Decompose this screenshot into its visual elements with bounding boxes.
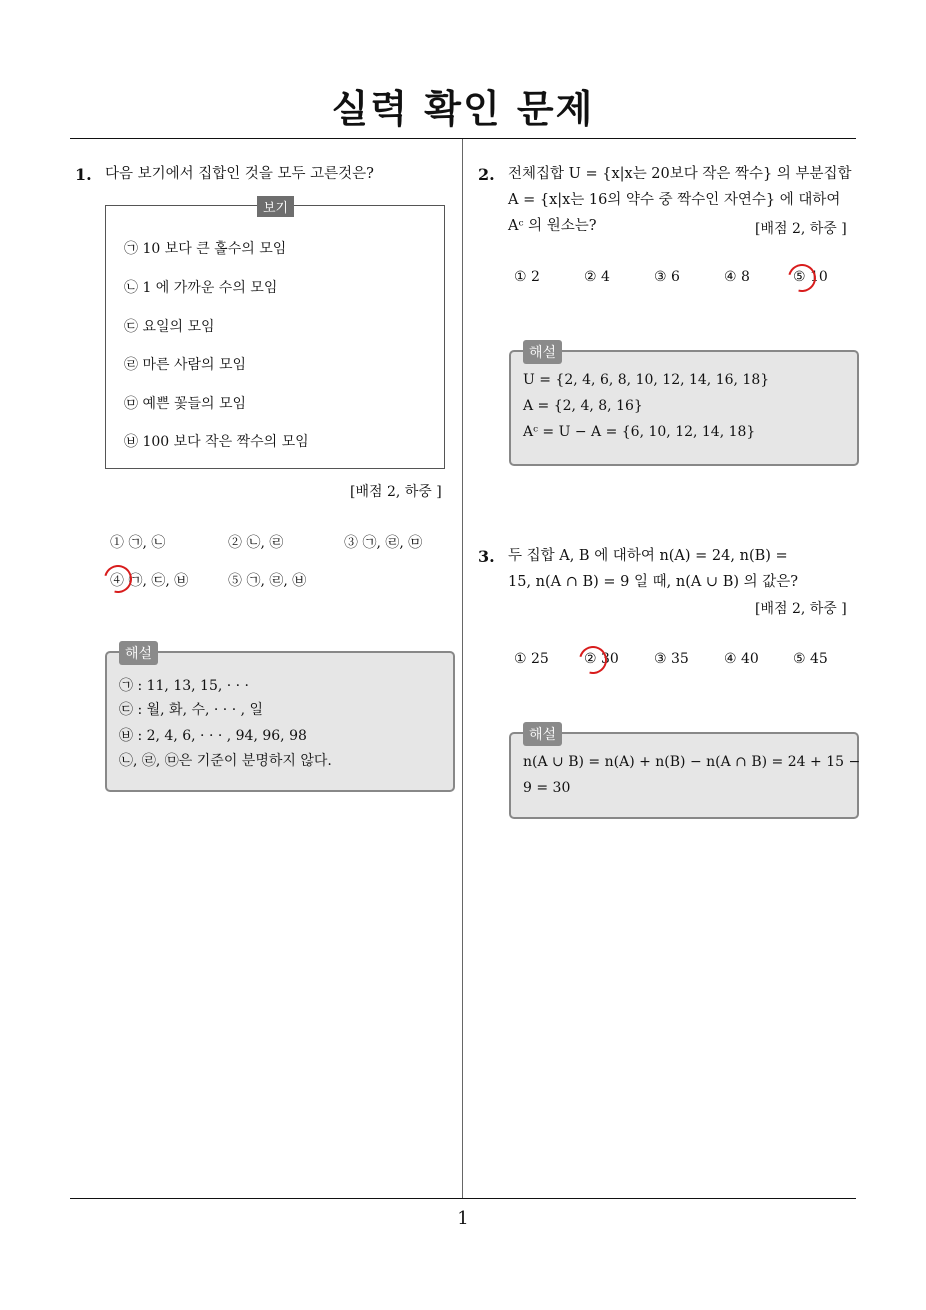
- q2-score: [배점 2, 하중 ]: [755, 221, 847, 237]
- q3-solution-line-1: n(A ∪ B) = n(A) + n(B) − n(A ∩ B) = 24 + 15 −: [523, 754, 861, 770]
- q1-text: 다음 보기에서 집합인 것을 모두 고른것은?: [105, 166, 374, 182]
- q3-solution-label: 해설: [523, 722, 562, 746]
- q1-bogi-label: 보기: [257, 196, 294, 217]
- q3-choice-3[interactable]: ③ 35: [654, 651, 689, 667]
- q1-bogi-item-1: ㉠ 10 보다 큰 홀수의 모임: [124, 241, 287, 257]
- q2-solution-line-3: Aᶜ = U − A = {6, 10, 12, 14, 18}: [523, 424, 756, 440]
- q3-choice-2[interactable]: ② 30: [584, 651, 619, 667]
- q1-solution-line-1: ㉠ : 11, 13, 15, · · ·: [119, 678, 250, 694]
- q1-solution-line-2: ㉢ : 월, 화, 수, · · · , 일: [119, 702, 264, 718]
- q2-choice-1[interactable]: ① 2: [514, 269, 540, 285]
- q2-solution-line-1: U = {2, 4, 6, 8, 10, 12, 14, 16, 18}: [523, 372, 770, 388]
- q2-choice-5[interactable]: ⑤ 10: [793, 269, 828, 285]
- q2-answer-mark: [783, 259, 821, 297]
- q2-choice-2[interactable]: ② 4: [584, 269, 610, 285]
- q2-solution-box: [509, 345, 859, 466]
- q3-text-line-1: 두 집합 A, B 에 대하여 n(A) = 24, n(B) =: [508, 548, 788, 564]
- q1-answer-mark: [99, 560, 137, 598]
- q1-bogi-item-5: ㉤ 예쁜 꽃들의 모임: [124, 396, 247, 412]
- q1-bogi-box: [105, 201, 445, 469]
- q1-solution-box: [105, 646, 455, 792]
- q2-text-line-1: 전체집합 U = {x|x는 20보다 작은 짝수} 의 부분집합: [508, 166, 852, 182]
- q2-number: 2.: [478, 165, 495, 184]
- page-title: 실력 확인 문제: [331, 87, 595, 131]
- q1-bogi-item-3: ㉢ 요일의 모임: [124, 319, 215, 335]
- q2-text-line-3: Aᶜ 의 원소는?: [508, 218, 597, 234]
- q3-text-line-2: 15, n(A ∩ B) = 9 일 때, n(A ∪ B) 의 값은?: [508, 574, 799, 590]
- q3-solution-line-2: 9 = 30: [523, 780, 571, 796]
- q2-choice-4[interactable]: ④ 8: [724, 269, 750, 285]
- column-divider: [462, 139, 463, 1199]
- q3-choice-1[interactable]: ① 25: [514, 651, 549, 667]
- q1-number: 1.: [75, 165, 92, 184]
- q1-bogi-item-2: ㉡ 1 에 가까운 수의 모임: [124, 280, 278, 296]
- page-number: 1: [457, 1208, 469, 1229]
- bottom-rule: [70, 1198, 856, 1199]
- q1-choice-5[interactable]: ⑤ ㉠, ㉣, ㉥: [228, 573, 307, 589]
- q1-choice-1[interactable]: ① ㉠, ㉡: [110, 535, 166, 551]
- q3-choice-4[interactable]: ④ 40: [724, 651, 759, 667]
- q1-choice-4[interactable]: ④ ㉠, ㉢, ㉥: [110, 573, 189, 589]
- q1-choice-2[interactable]: ② ㉡, ㉣: [228, 535, 284, 551]
- q3-solution-box: [509, 727, 861, 819]
- q1-solution-label: 해설: [119, 641, 158, 665]
- q2-text-line-2: A = {x|x는 16의 약수 중 짝수인 자연수} 에 대하여: [508, 192, 841, 208]
- q1-bogi-item-6: ㉥ 100 보다 작은 짝수의 모임: [124, 434, 309, 450]
- q3-answer-mark: [574, 641, 612, 679]
- q2-solution-label: 해설: [523, 340, 562, 364]
- q1-bogi-item-4: ㉣ 마른 사람의 모임: [124, 357, 247, 373]
- q1-solution-line-3: ㉥ : 2, 4, 6, · · · , 94, 96, 98: [119, 728, 307, 744]
- q3-choice-5[interactable]: ⑤ 45: [793, 651, 828, 667]
- q1-score: [배점 2, 하중 ]: [350, 484, 442, 500]
- q2-choice-3[interactable]: ③ 6: [654, 269, 680, 285]
- top-rule: [70, 138, 856, 139]
- q1-choice-3[interactable]: ③ ㉠, ㉣, ㉤: [344, 535, 423, 551]
- q1-solution-line-4: ㉡, ㉣, ㉤은 기준이 분명하지 않다.: [119, 753, 332, 769]
- q2-solution-line-2: A = {2, 4, 8, 16}: [523, 398, 643, 414]
- q3-number: 3.: [478, 547, 495, 566]
- q3-score: [배점 2, 하중 ]: [755, 601, 847, 617]
